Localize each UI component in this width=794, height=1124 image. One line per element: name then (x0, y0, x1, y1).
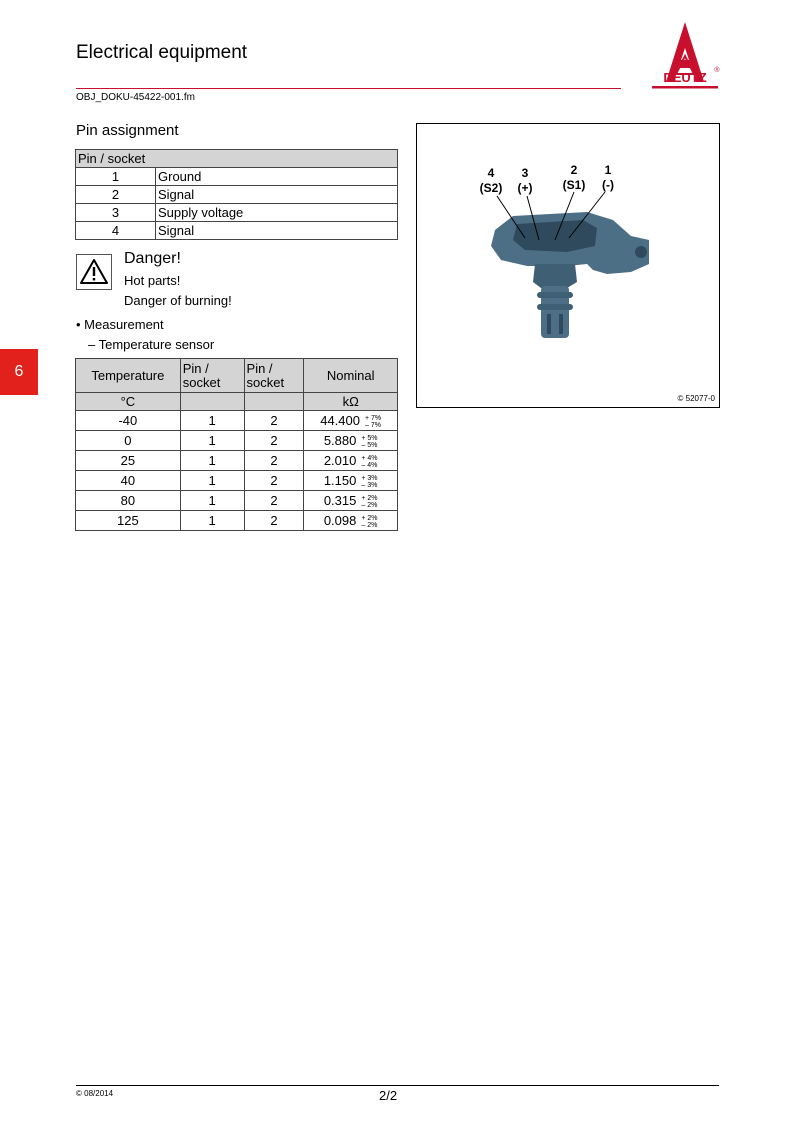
sensor-figure (416, 123, 720, 408)
pin-cell: 2 (244, 411, 304, 431)
page-title: Electrical equipment (76, 42, 248, 63)
chapter-tab: 6 (0, 349, 38, 395)
footer-divider (76, 1085, 719, 1086)
tolerance-plus: + 3% (361, 474, 378, 482)
units-row (76, 393, 398, 411)
pin-cell: 1 (180, 451, 244, 471)
pin-label-number: 1 (604, 163, 612, 177)
table-row (76, 431, 398, 451)
pin-assignment-table (75, 149, 398, 240)
footer-date: © 08/2014 (76, 1089, 114, 1098)
tolerance (365, 415, 381, 429)
header-divider (76, 88, 621, 89)
registered-mark: ® (714, 67, 720, 74)
logo-text: DEUTZ (663, 70, 707, 85)
table-row (76, 186, 398, 204)
nominal-value: 44.400 (320, 413, 360, 428)
tolerance-plus: + 2% (361, 494, 378, 502)
nominal-cell (304, 431, 398, 451)
tolerance-minus: – 5% (361, 441, 378, 449)
table-row (76, 511, 398, 531)
pin-label-number: 3 (521, 166, 529, 180)
pin-cell: 2 (244, 451, 304, 471)
pin-label-code: (-) (602, 178, 614, 192)
measurement-bullet: • Measurement (76, 317, 164, 332)
tolerance-minus: – 4% (361, 461, 378, 469)
unit-cell: °C (76, 393, 181, 411)
tolerance (361, 495, 377, 509)
temperature-sensor-table (75, 358, 398, 531)
temperature-sensor-illustration (417, 124, 719, 407)
column-header: Nominal (304, 359, 398, 393)
page-number: 2/2 (379, 1088, 398, 1103)
tolerance (361, 515, 377, 529)
pin-cell: 1 (180, 471, 244, 491)
pin-number: 1 (76, 168, 156, 186)
nominal-value: 1.150 (323, 473, 357, 488)
column-header: Pin / socket (180, 359, 244, 393)
tolerance-minus: – 2% (361, 521, 378, 529)
pin-cell: 1 (180, 491, 244, 511)
nominal-cell (304, 511, 398, 531)
pin-label-number: 2 (570, 163, 578, 177)
pin-cell: 2 (244, 471, 304, 491)
pin-number: 3 (76, 204, 156, 222)
table-row (76, 168, 398, 186)
pin-cell: 1 (180, 411, 244, 431)
table-row (76, 411, 398, 431)
pin-cell: 2 (244, 491, 304, 511)
table-row (76, 204, 398, 222)
table-row (76, 222, 398, 240)
unit-cell (244, 393, 304, 411)
pin-label-code: (+) (517, 181, 533, 195)
pin-cell: 1 (180, 511, 244, 531)
tolerance (361, 455, 377, 469)
pin-label: Signal (156, 186, 398, 204)
table-row (76, 471, 398, 491)
pin-label: Supply voltage (156, 204, 398, 222)
temp-cell: 0 (76, 431, 181, 451)
figure-copyright: © 52077-0 (677, 394, 715, 403)
pin-label: Ground (156, 168, 398, 186)
sensor-body (491, 212, 649, 338)
table-row (76, 451, 398, 471)
danger-icon-box (76, 254, 112, 290)
pin-label-number: 4 (487, 166, 495, 180)
tolerance-plus: + 4% (361, 454, 378, 462)
nominal-cell (304, 471, 398, 491)
measurement-subitem: – Temperature sensor (88, 337, 215, 352)
temp-cell: 25 (76, 451, 181, 471)
nominal-value: 5.880 (323, 433, 357, 448)
nominal-cell (304, 491, 398, 511)
column-header: Temperature (76, 359, 181, 393)
pin-label-code: (S2) (479, 181, 503, 195)
warning-triangle-icon (77, 255, 111, 289)
tolerance-minus: – 7% (364, 421, 381, 429)
unit-cell (180, 393, 244, 411)
table-row (76, 491, 398, 511)
nominal-cell (304, 411, 398, 431)
deutz-logo (648, 20, 722, 92)
danger-text: Danger of burning! (124, 293, 232, 308)
temp-cell: -40 (76, 411, 181, 431)
table-header-row (76, 359, 398, 393)
unit-cell: kΩ (304, 393, 398, 411)
tolerance-minus: – 3% (361, 481, 378, 489)
pin-cell: 2 (244, 431, 304, 451)
document-id: OBJ_DOKU-45422-001.fm (76, 92, 195, 103)
nominal-value: 0.315 (323, 493, 357, 508)
temp-cell: 40 (76, 471, 181, 491)
tolerance-plus: + 7% (364, 414, 382, 422)
section-title: Pin assignment (76, 122, 179, 139)
nominal-cell (304, 451, 398, 471)
tolerance (361, 475, 377, 489)
pin-cell: 2 (244, 511, 304, 531)
pin-table-header: Pin / socket (76, 150, 398, 168)
nominal-value: 2.010 (323, 453, 357, 468)
pin-number: 4 (76, 222, 156, 240)
tolerance-plus: + 2% (361, 514, 378, 522)
pin-label-code: (S1) (562, 178, 586, 192)
pin-cell: 1 (180, 431, 244, 451)
pin-label: Signal (156, 222, 398, 240)
tolerance (361, 435, 377, 449)
tolerance-minus: – 2% (361, 501, 378, 509)
temp-cell: 125 (76, 511, 181, 531)
danger-title: Danger! (124, 250, 181, 267)
danger-text: Hot parts! (124, 273, 181, 288)
nominal-value: 0.098 (323, 513, 357, 528)
tolerance-plus: + 5% (361, 434, 378, 442)
column-header: Pin / socket (244, 359, 304, 393)
temp-cell: 80 (76, 491, 181, 511)
pin-number: 2 (76, 186, 156, 204)
table-header-row (76, 150, 398, 168)
